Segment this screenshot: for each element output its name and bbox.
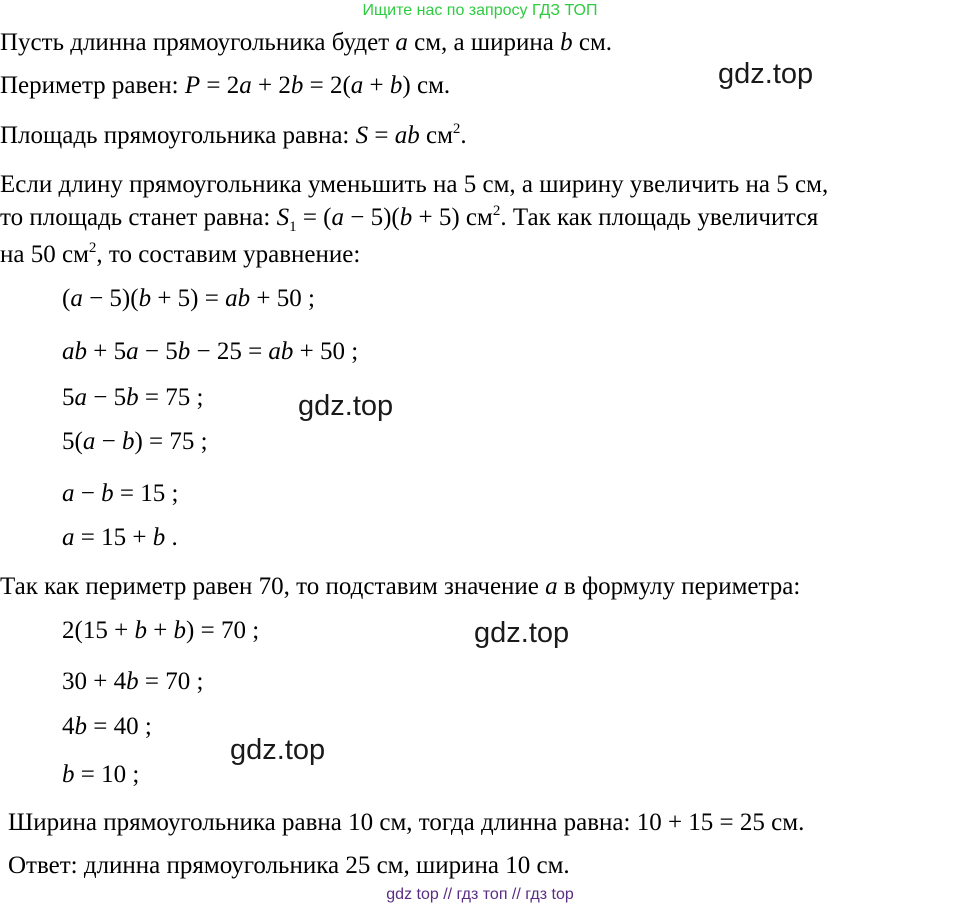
- equation-line: 4b = 40 ;: [62, 713, 152, 740]
- equation-line: 5(a − b) = 75 ;: [62, 428, 208, 455]
- text-line-area: Площадь прямоугольника равна: S = ab $см^2$.: [0, 121, 467, 149]
- equation-line: ab + 5a − 5b − 25 = ab + 50 ;: [62, 338, 359, 365]
- text-line-width: Ширина прямоугольника равна 10 см, тогда длинна равна: 10 + 15 = 25 см.: [8, 809, 805, 836]
- top-banner: Ищите нас по запросу ГДЗ ТОП: [362, 2, 598, 19]
- text-line-perimeter: Периметр равен: P = 2a + 2b = 2(a + b) см.: [0, 72, 451, 99]
- text-line-6: на 50 $см^2$, то составим уравнение:: [0, 240, 361, 268]
- equation-line: a = 15 + b .: [62, 524, 178, 551]
- text-line-answer: Ответ: длинна прямоугольника 25 см, ширина 10 см.: [8, 852, 570, 879]
- bottom-banner: gdz top // гдз топ // гдз top: [386, 886, 574, 903]
- text-line-4: Если длину прямоугольника уменьшить на 5 см, а ширину увеличить на 5 см,: [0, 171, 829, 198]
- equation-line: (a − 5)(b + 5) = ab + 50 ;: [62, 285, 315, 312]
- text-line-substitute: Так как периметр равен 70, то подставим значение a в формулу периметра:: [0, 573, 801, 600]
- watermark: gdz.top: [474, 617, 570, 649]
- equation-line: a − b = 15 ;: [62, 480, 179, 507]
- watermark: gdz.top: [298, 390, 394, 422]
- text-line-5: то площадь станет равна: $S_1 = (a - 5)(b + 5)$ $см^2$. Так как площадь увеличится: [0, 203, 819, 235]
- watermark: gdz.top: [718, 58, 814, 90]
- equation-line: 30 + 4b = 70 ;: [62, 668, 204, 695]
- text-line-1: Пусть длинна прямоугольника будет a см, а ширина b см.: [0, 29, 613, 56]
- equation-line: 5a − 5b = 75 ;: [62, 384, 204, 411]
- equation-line: b = 10 ;: [62, 761, 140, 788]
- equation-line: 2(15 + b + b) = 70 ;: [62, 617, 260, 644]
- watermark: gdz.top: [230, 734, 326, 766]
